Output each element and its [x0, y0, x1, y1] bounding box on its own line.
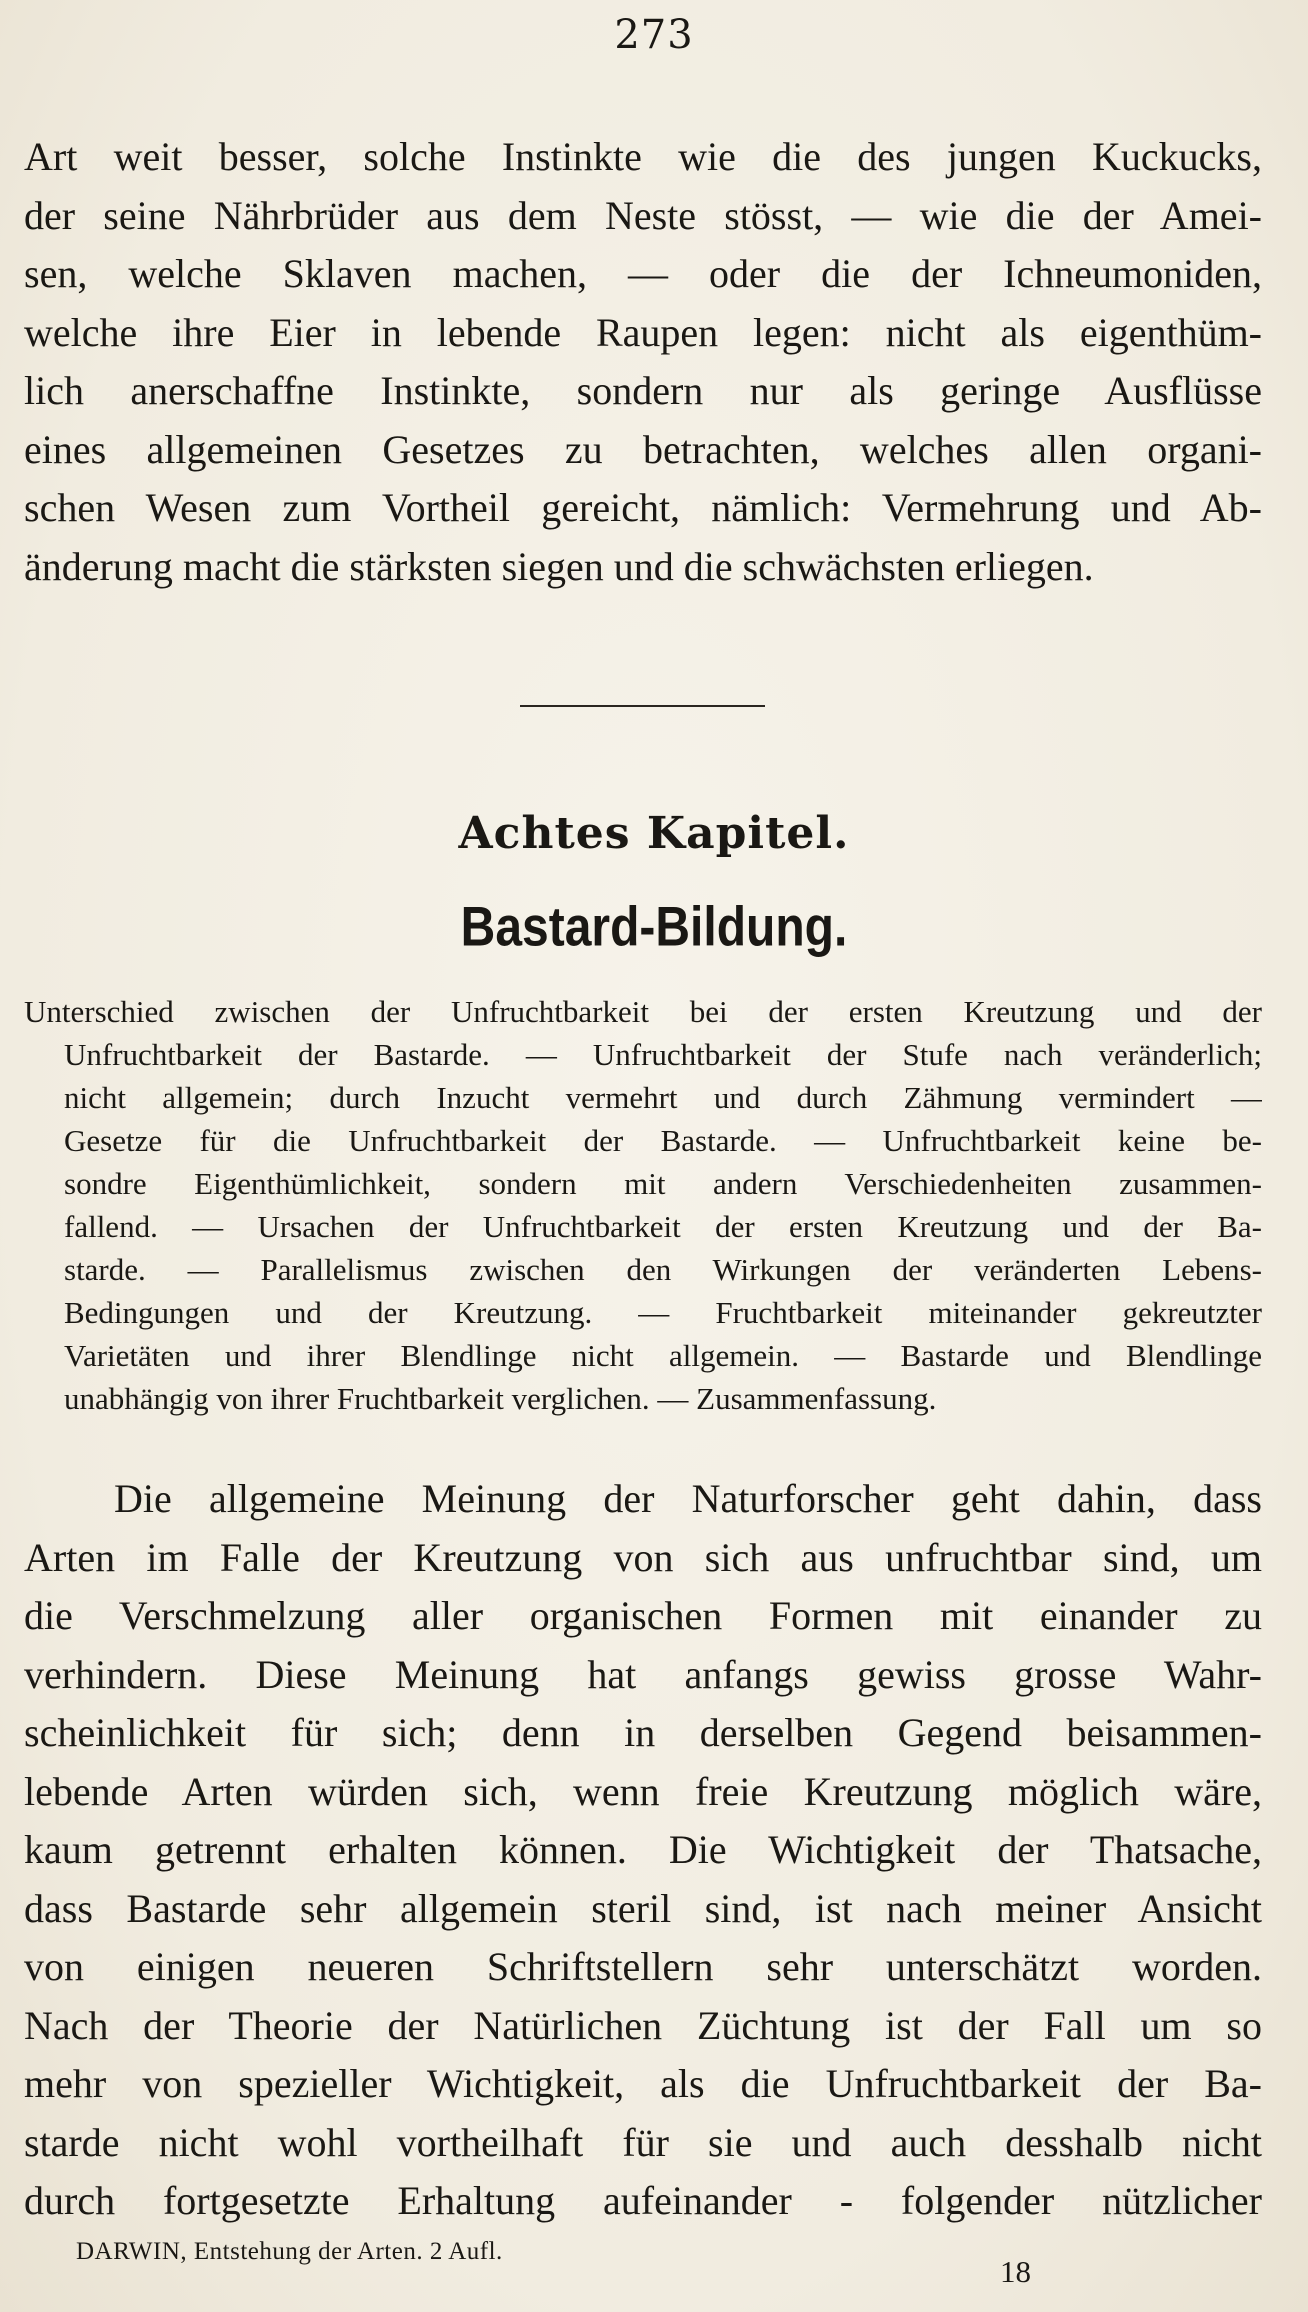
main-paragraph [24, 1470, 1262, 2231]
text-line: lebende Arten würden sich, wenn freie Kreutzung möglich wäre, [24, 1768, 1262, 1814]
text-line: Die allgemeine Meinung der Naturforscher geht dahin, dass [114, 1476, 1262, 1521]
chapter-title: Bastard-Bildung. [460, 897, 848, 958]
signature-mark: 18 [1000, 2254, 1031, 2289]
text-line: verhindern. Diese Meinung hat anfangs gewiss grosse Wahr- [24, 1651, 1262, 1697]
page-number: 273 [614, 12, 694, 58]
running-footer: DARWIN, Entstehung der Arten. 2 Aufl. [76, 2238, 503, 2265]
summary-line: unabhängig von ihrer Fruchtbarkeit verglichen. — Zusammenfassung. [64, 1381, 937, 1416]
text-line: mehr von spezieller Wichtigkeit, als die Unfruchtbarkeit der Ba- [24, 2061, 1262, 2106]
text-line: änderung macht die stärksten siegen und die schwächsten erliegen. [24, 543, 1094, 589]
summary-line: nicht allgemein; durch Inzucht vermehrt und durch Zähmung vermindert — [64, 1080, 1262, 1115]
text-line: welche ihre Eier in lebende Raupen legen: nicht als eigenthüm- [24, 309, 1262, 355]
summary-line: Varietäten und ihrer Blendlinge nicht allgemein. — Bastarde und Blendlinge [64, 1338, 1262, 1373]
chapter-label: Achtes Kapitel. [458, 808, 850, 859]
text-line: von einigen neueren Schriftstellern sehr unterschätzt worden. [24, 1944, 1262, 1989]
text-line: sen, welche Sklaven machen, — oder die der Ichneumoniden, [24, 251, 1262, 296]
opening-paragraph [24, 128, 1262, 596]
summary-line: Gesetze für die Unfruchtbarkeit der Bastarde. — Unfruchtbarkeit keine be- [64, 1123, 1262, 1158]
text-line: durch fortgesetzte Erhaltung aufeinander - folgender nützlicher [24, 2178, 1262, 2223]
text-line: Arten im Falle der Kreutzung von sich aus unfruchtbar sind, um [24, 1534, 1262, 1580]
text-line: lich anerschaffne Instinkte, sondern nur als geringe Ausflüsse [24, 368, 1262, 413]
summary-line: Unfruchtbarkeit der Bastarde. — Unfruchtbarkeit der Stufe nach veränderlich; [64, 1037, 1262, 1072]
text-line: dass Bastarde sehr allgemein steril sind, ist nach meiner Ansicht [24, 1885, 1262, 1931]
text-line: der seine Nährbrüder aus dem Neste stösst, — wie die der Amei- [24, 192, 1262, 238]
text-line: scheinlichkeit für sich; denn in derselben Gegend beisammen- [24, 1710, 1262, 1755]
text-line: kaum getrennt erhalten können. Die Wichtigkeit der Thatsache, [24, 1827, 1262, 1872]
summary-line: starde. — Parallelismus zwischen den Wirkungen der veränderten Lebens- [64, 1252, 1262, 1287]
text-line: Nach der Theorie der Natürlichen Züchtung ist der Fall um so [24, 2002, 1262, 2048]
summary-line: Bedingungen und der Kreutzung. — Fruchtbarkeit miteinander gekreutzter [64, 1295, 1262, 1330]
summary-line: sondre Eigenthümlichkeit, sondern mit andern Verschiedenheiten zusammen- [64, 1166, 1262, 1201]
summary-line: fallend. — Ursachen der Unfruchtbarkeit der ersten Kreutzung und der Ba- [64, 1209, 1262, 1244]
text-line: die Verschmelzung aller organischen Formen mit einander zu [24, 1593, 1262, 1638]
text-line: starde nicht wohl vortheilhaft für sie und auch desshalb nicht [24, 2119, 1262, 2165]
text-line: eines allgemeinen Gesetzes zu betrachten, welches allen organi- [24, 426, 1262, 472]
section-divider [520, 705, 765, 707]
text-line: schen Wesen zum Vortheil gereicht, nämlich: Vermehrung und Ab- [24, 485, 1262, 530]
chapter-summary [24, 990, 1262, 1420]
text-line: Art weit besser, solche Instinkte wie die des jungen Kuckucks, [24, 134, 1262, 179]
summary-line: Unterschied zwischen der Unfruchtbarkeit bei der ersten Kreutzung und der [24, 994, 1262, 1029]
